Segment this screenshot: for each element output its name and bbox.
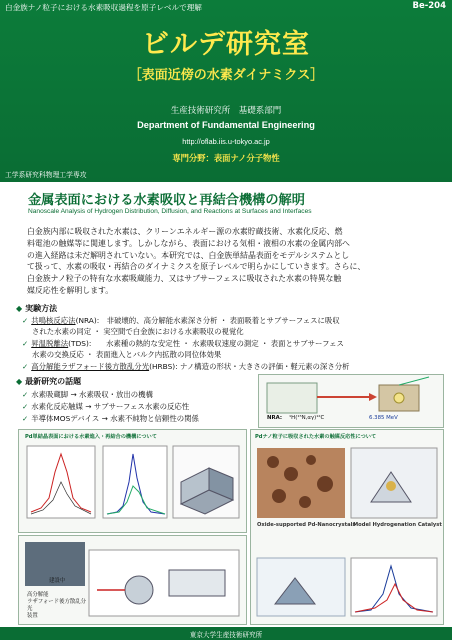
check-icon: ✓ xyxy=(22,390,29,399)
top-text: 白金族ナノ粒子における水素吸収過程を原子レベルで理解 xyxy=(5,3,202,12)
methods-heading: ◆ 実験方法 xyxy=(16,304,58,313)
hrbs-figure xyxy=(18,535,247,625)
topic-item: ✓ 水素化反応触媒 → サブサーフェス水素の反応性 xyxy=(22,402,190,411)
lab-url[interactable]: http://oflab.iis.u-tokyo.ac.jp xyxy=(182,137,270,146)
intro-line: 白金族ナノ粒子の特有な水素吸蔵能力、又はサブサーフェスに吸収された水素の特異な触 xyxy=(27,274,342,284)
pd-images xyxy=(251,444,443,620)
footer-bar xyxy=(0,627,452,640)
method-item-tds: ✓ 昇温脱離法(TDS): 水素種の熱的な安定性 ・ 水素吸収速度の測定 ・ 表面とサブサーフェス 水素の交換反応 ・ 表面進入とバルク内拡散の同位体効果 xyxy=(22,339,344,359)
intro-line: 媒反応性を解明します。 xyxy=(27,285,114,295)
department: Department of Fundamental Engineering xyxy=(137,120,315,130)
diamond-icon: ◆ xyxy=(16,304,23,313)
dual-affiliation: 工学系研究科物理工学専攻 xyxy=(5,171,87,179)
article-title: 金属表面における水素吸収と再結合機構の解明 xyxy=(28,193,305,208)
top-bar xyxy=(0,0,452,16)
pd-caption-2: Model Hydrogenation Catalyst xyxy=(353,522,442,528)
check-icon: ✓ xyxy=(22,339,29,348)
institute: 生産技術研究所 基礎系部門 xyxy=(170,106,282,116)
tds-plots xyxy=(19,442,246,532)
footer-text: 東京大学生産技術研究所 xyxy=(189,631,263,639)
article-english-title: Nanoscale Analysis of Hydrogen Distribution, Diffusion, and Reactions at Surfaces and Interfaces xyxy=(28,208,312,215)
hrbs-status: 建設中 xyxy=(49,578,66,584)
nra-diagram xyxy=(258,374,444,428)
nra-equation: ¹H(¹⁵N,αγ)¹²C xyxy=(289,415,325,421)
poster-code: Be-204 xyxy=(412,1,446,11)
pd-caption-1: Oxide-supported Pd-Nanocrystals xyxy=(257,522,356,528)
check-icon: ✓ xyxy=(22,362,29,371)
specialty-field: 専門分野：表面ナノ分子物性 xyxy=(172,153,280,163)
nra-schematic xyxy=(259,375,443,427)
nra-label: NRA: xyxy=(267,415,283,421)
tds-figure xyxy=(18,429,247,533)
pd-figure-title: Pdナノ粒子に吸収された水素の触媒反応性について xyxy=(255,434,377,440)
method-item-nra: ✓ 共鳴核反応法(NRA): 非破壊的、高分解能水素深さ分析 ・ 表面吸着とサブサーフェスに吸収 された水素の同定 ・ 実空間で白金族における水素吸収の視覚化 xyxy=(22,316,340,336)
topic-item: ✓ 半導体MOSデバイス → 水素不純物と信頼性の関係 xyxy=(22,414,199,423)
topic-item: ✓ 水素吸蔵脚 → 水素吸収・放出の機構 xyxy=(22,390,153,399)
lab-subtitle: ［表面近傍の水素ダイナミクス］ xyxy=(128,68,324,83)
intro-line: の進入経路は未だ解明されていない。本研究では、白金族単結晶表面をモデルシステムとし xyxy=(27,250,350,260)
diamond-icon: ◆ xyxy=(16,377,23,386)
nra-resonance: 6.385 MeV xyxy=(369,415,398,421)
lab-name: ビルデ研究室 xyxy=(142,29,310,60)
method-item-hrbs: ✓ 高分解能ラザフォード後方散乱分光(HRBS): ナノ構造の形状・大きさの評価・軽元素の深さ分析 xyxy=(22,362,350,371)
intro-line: 料電池の触媒等に関連します。しかしながら、表面における気相・液相の水素の金属内部へ xyxy=(27,238,350,248)
header-banner xyxy=(0,0,452,182)
intro-paragraph xyxy=(27,226,431,297)
pd-nanoparticle-figure xyxy=(250,429,444,625)
check-icon: ✓ xyxy=(22,402,29,411)
check-icon: ✓ xyxy=(22,414,29,423)
hrbs-label: 高分解能 ラザフォード後方散乱分光 装置 xyxy=(27,592,87,619)
intro-line: 白金族内部に吸収された水素は、クリーンエネルギー源の水素貯蔵技術、水素化反応、燃 xyxy=(27,227,343,236)
tds-figure-title: Pd単結晶表面における水素進入・再結合の機構について xyxy=(25,434,157,440)
topics-heading: ◆ 最新研究の話題 xyxy=(16,377,82,386)
check-icon: ✓ xyxy=(22,316,29,325)
intro-line: て扱って、水素の吸収・再結合のダイナミクスを原子レベルで明らかにしていきます。さらに、 xyxy=(27,262,366,272)
